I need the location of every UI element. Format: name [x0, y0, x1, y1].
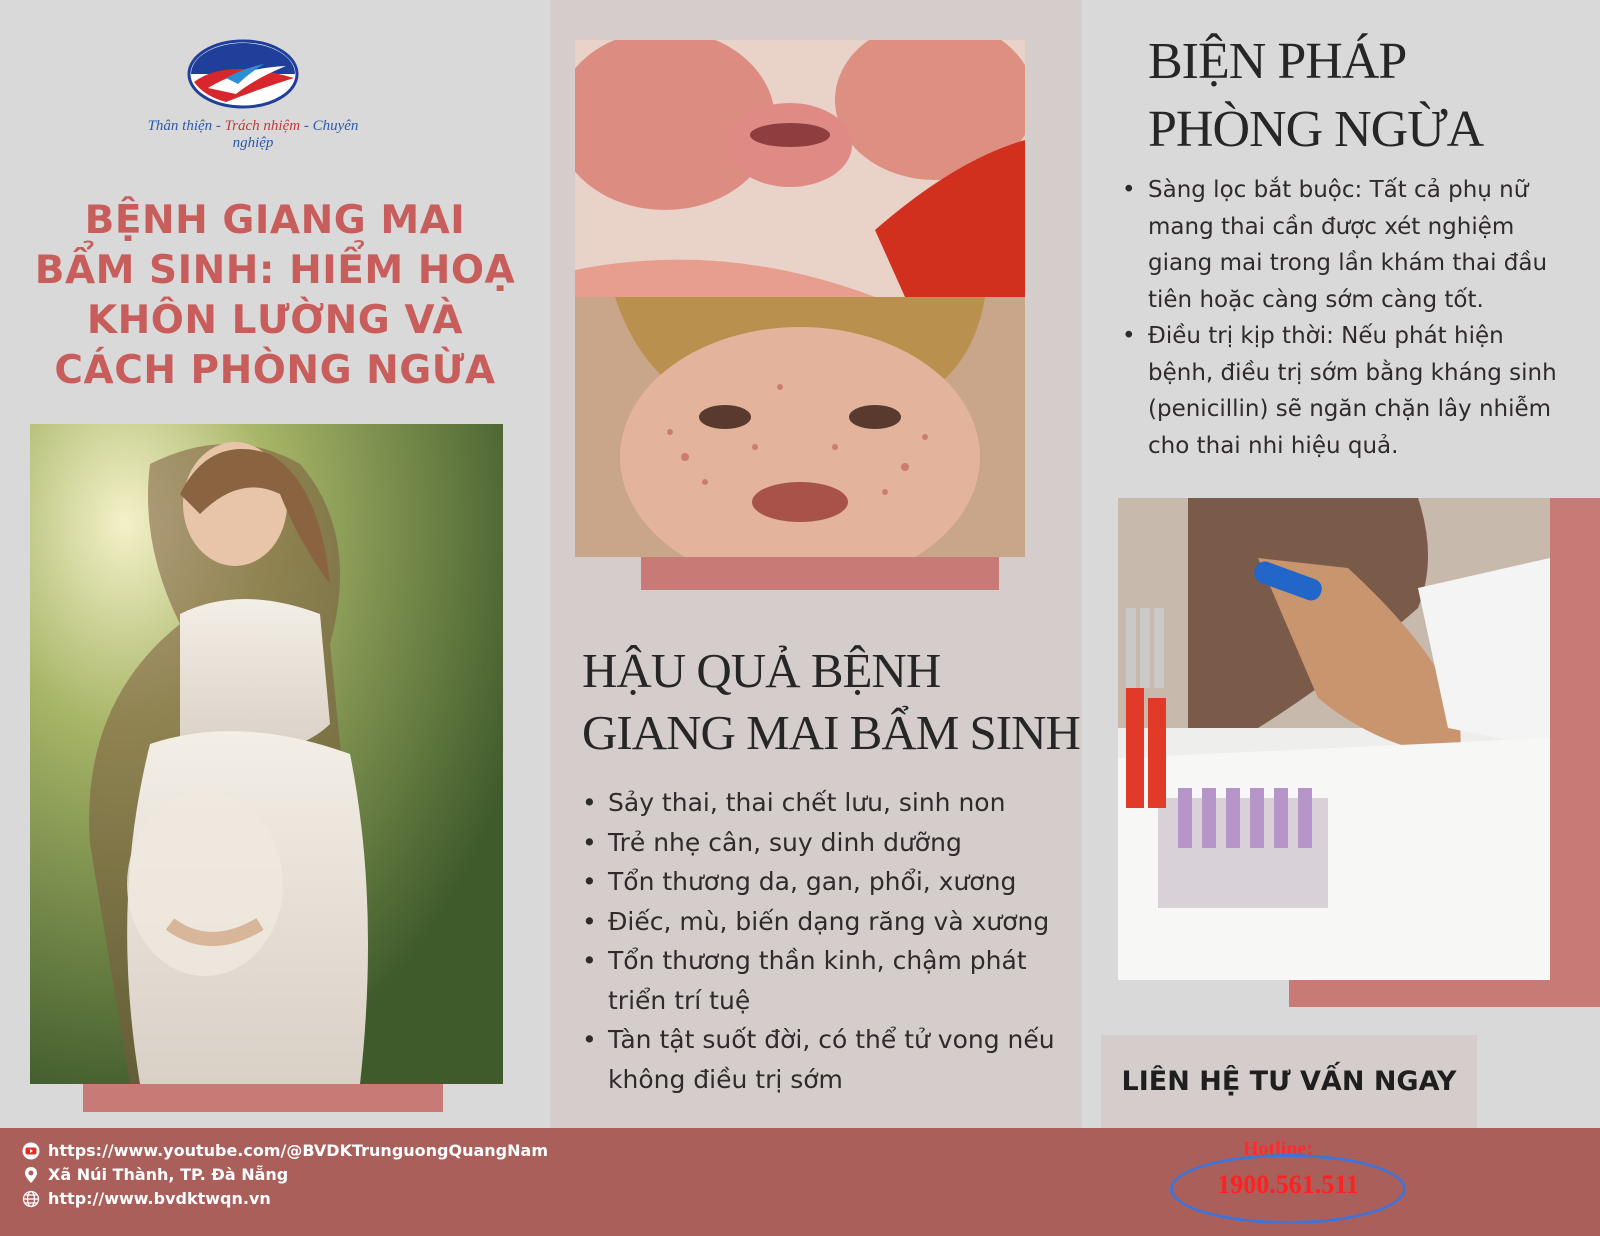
list-item: • Trẻ nhẹ cân, suy dinh dưỡng — [578, 823, 1068, 863]
consequences-heading — [582, 640, 1080, 764]
hotline-label: Hotline: — [1243, 1138, 1313, 1160]
list-item: • Sàng lọc bắt buộc: Tất cả phụ nữ mang thai cần được xét nghiệm giang mai trong lần khám thai đầu tiên hoặc càng sớm càng tốt. — [1118, 172, 1568, 318]
list-item: • Tổn thương da, gan, phổi, xương — [578, 862, 1068, 902]
tagline-part-1: Thân thiện — [147, 118, 213, 134]
tagline-separator: - — [300, 118, 313, 134]
list-item: • Sảy thai, thai chết lưu, sinh non — [578, 783, 1068, 823]
youtube-icon — [22, 1142, 40, 1160]
list-item: • Tổn thương thần kinh, chậm phát triển trí tuệ — [578, 941, 1068, 1020]
main-title-line: KHÔN LƯỜNG VÀ — [86, 298, 464, 343]
youtube-url: https://www.youtube.com/@BVDKTrunguongQuangNam — [48, 1141, 548, 1160]
hospital-logo — [186, 38, 300, 110]
globe-icon — [22, 1190, 40, 1208]
website-url: http://www.bvdktwqn.vn — [48, 1189, 271, 1208]
prevention-list — [1118, 172, 1568, 464]
main-title-line: CÁCH PHÒNG NGỪA — [54, 348, 496, 393]
prevention-heading-line: BIỆN PHÁP — [1148, 33, 1407, 90]
hotline-number[interactable]: 1900.561.511 — [1217, 1170, 1359, 1199]
tagline-separator: - — [212, 118, 225, 134]
tagline-part-3: Chuyên nghiệp — [232, 118, 359, 151]
tagline-part-2: Trách nhiệm — [224, 118, 301, 134]
list-item: • Điều trị kịp thời: Nếu phát hiện bệnh, điều trị sớm bằng kháng sinh (penicillin) sẽ ngăn chặn lây nhiễm cho thai nhi hiệu quả. — [1118, 318, 1568, 464]
accent-bar — [641, 556, 999, 590]
location-pin-icon — [22, 1166, 40, 1184]
address-text: Xã Núi Thành, TP. Đà Nẵng — [48, 1165, 289, 1184]
website-link[interactable] — [22, 1189, 271, 1208]
contact-cta[interactable] — [1101, 1035, 1477, 1128]
tagline — [128, 118, 378, 152]
infant-rash-photo — [575, 40, 1025, 297]
prevention-heading — [1148, 28, 1483, 164]
consequences-heading-line: GIANG MAI BẨM SINH — [582, 705, 1080, 760]
blood-test-photo — [1118, 498, 1550, 980]
accent-bar — [83, 1082, 443, 1112]
consequences-list — [578, 783, 1068, 1099]
list-item: • Tàn tật suốt đời, có thể tử vong nếu không điều trị sớm — [578, 1020, 1068, 1099]
consequences-heading-line: HẬU QUẢ BỆNH — [582, 643, 941, 698]
list-item: • Điếc, mù, biến dạng răng và xương — [578, 902, 1068, 942]
main-title-line: BẨM SINH: HIỂM HOẠ — [34, 248, 516, 293]
address-row — [22, 1165, 288, 1184]
contact-cta-label: LIÊN HỆ TƯ VẤN NGAY — [1121, 1066, 1457, 1097]
main-title — [20, 196, 530, 396]
prevention-heading-line: PHÒNG NGỪA — [1148, 101, 1484, 158]
main-title-line: BỆNH GIANG MAI — [84, 198, 466, 243]
youtube-link[interactable] — [22, 1141, 548, 1160]
child-rash-photo — [575, 297, 1025, 557]
pregnant-woman-photo — [30, 424, 503, 1084]
